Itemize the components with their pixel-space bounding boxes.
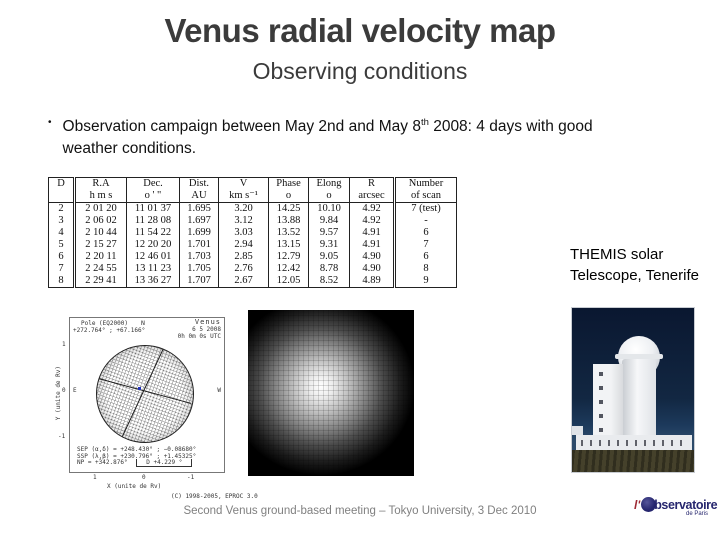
column-header: h m s [75, 190, 127, 203]
eproc-copyright: (C) 1998-2005, EPROC 3.0 [171, 493, 258, 500]
bullet-text-part1: Observation campaign between May 2nd and May 8 [62, 118, 421, 136]
np-annotation [77, 460, 196, 467]
table-cell: 4.89 [350, 275, 395, 288]
table-row [49, 263, 457, 275]
table-cell: 13.52 [269, 227, 309, 239]
column-header: Dist. [180, 178, 219, 191]
building-windows [599, 372, 603, 440]
base-building-windows [581, 440, 687, 446]
scale-d: D [146, 459, 150, 466]
themis-telescope-photo [571, 307, 695, 473]
table-cell: 2.67 [219, 275, 269, 288]
x-axis-label: X (unite de Rv) [107, 483, 162, 490]
themis-caption-line2: Telescope, Tenerife [570, 266, 699, 284]
angular-diameter-scalebar [136, 459, 192, 467]
table-cell: 8.52 [309, 275, 350, 288]
column-header: o [309, 190, 350, 203]
y-tick-1: 1 [62, 341, 66, 348]
table-cell: 11 28 08 [127, 215, 180, 227]
table-cell: 2 01 20 [75, 203, 127, 216]
table-cell: 9.05 [309, 251, 350, 263]
column-header: V [219, 178, 269, 191]
column-header: of scan [395, 190, 457, 203]
themis-caption [570, 245, 699, 286]
table-cell: 13.15 [269, 239, 309, 251]
table-cell: 2.76 [219, 263, 269, 275]
table-cell: 6 [395, 251, 457, 263]
table-cell: 1.703 [180, 251, 219, 263]
table-cell: 2 20 11 [75, 251, 127, 263]
table-cell: 14.25 [269, 203, 309, 216]
table-cell: 13.88 [269, 215, 309, 227]
table-cell: 8 [395, 263, 457, 275]
table-cell: 7 (test) [395, 203, 457, 216]
np-value: NP = +342.876° [77, 459, 128, 466]
table-cell: 2 15 27 [75, 239, 127, 251]
observing-table [48, 177, 457, 288]
column-header: Phase [269, 178, 309, 191]
y-tick-0: 0 [62, 387, 66, 394]
logo-subtitle: de Paris [685, 511, 708, 517]
table-cell: 4.92 [350, 215, 395, 227]
table-cell: 9.57 [309, 227, 350, 239]
column-header: AU [180, 190, 219, 203]
slide-title: Venus radial velocity map [164, 12, 556, 49]
logo-prefix: l' [634, 497, 641, 512]
table-cell: 12 46 01 [127, 251, 180, 263]
table-row [49, 275, 457, 288]
y-axis-label: Y (unite de Rv) [55, 366, 62, 421]
table-cell: 1.707 [180, 275, 219, 288]
observation-date: 6 5 2008 [192, 326, 221, 333]
themis-caption-line1: THEMIS solar [570, 246, 664, 263]
bullet-item [48, 112, 648, 159]
pole-coords: +272.764° ; +67.166° [73, 327, 146, 334]
table-cell: 12.05 [269, 275, 309, 288]
slide-footer: Second Venus ground-based meeting – Tokyo University, 3 Dec 2010 [183, 505, 537, 517]
ephemeris-annotations [77, 447, 196, 467]
table-cell: 11 54 22 [127, 227, 180, 239]
column-header: arcsec [350, 190, 395, 203]
table-row [49, 239, 457, 251]
table-cell: 9 [395, 275, 457, 288]
central-meridian-line [120, 345, 168, 440]
table-cell: 5 [49, 239, 75, 251]
scale-value: +4.229 ° [153, 459, 183, 466]
bullet-superscript: th [420, 117, 429, 128]
column-header: R.A [75, 178, 127, 191]
table-cell: 8 [49, 275, 75, 288]
logo-name: bservatoire [654, 497, 718, 512]
west-label: W [217, 387, 221, 394]
table-cell: 2 29 41 [75, 275, 127, 288]
table-cell: 4.90 [350, 263, 395, 275]
north-label: N [141, 319, 145, 327]
table-cell: 2 24 55 [75, 263, 127, 275]
table-row [49, 203, 457, 216]
table-cell: 11 01 37 [127, 203, 180, 216]
table-cell: 4.90 [350, 251, 395, 263]
column-header: D [49, 178, 75, 191]
terrain [572, 450, 694, 472]
table-row [49, 227, 457, 239]
venus-intensity-image [248, 310, 414, 476]
table-cell: 12.42 [269, 263, 309, 275]
bullet-marker: • [48, 117, 52, 128]
ssp-annotation: SSP (λ,β) = +230.796° ; +1.45325° [77, 452, 197, 460]
table-cell: 13 36 27 [127, 275, 180, 288]
table-cell: 13 11 23 [127, 263, 180, 275]
table-row [49, 215, 457, 227]
ephemeris-diagram [55, 311, 258, 503]
table-row [49, 251, 457, 263]
column-header: o [269, 190, 309, 203]
table-cell: 1.699 [180, 227, 219, 239]
pole-label: Pole (EQ2000) [81, 320, 128, 327]
column-header: km s⁻¹ [219, 190, 269, 203]
table-cell: 4.92 [350, 203, 395, 216]
table-cell: 10.10 [309, 203, 350, 216]
planet-name: Venus [194, 318, 221, 326]
x-tick-1: 1 [93, 474, 97, 481]
distant-building [572, 426, 583, 435]
table-cell: 2.94 [219, 239, 269, 251]
equator-line [96, 377, 191, 404]
table-cell: 7 [49, 263, 75, 275]
table-cell: 1.705 [180, 263, 219, 275]
east-label: E [73, 387, 77, 394]
table-cell: 3.20 [219, 203, 269, 216]
table-cell: 3 [49, 215, 75, 227]
table-cell: 1.701 [180, 239, 219, 251]
table-cell: 8.78 [309, 263, 350, 275]
column-header [49, 190, 75, 203]
observatoire-de-paris-logo [634, 496, 716, 517]
sub-earth-point-marker [138, 387, 141, 390]
planet-info-block [178, 319, 221, 340]
venus-disk-grid [96, 345, 194, 443]
observation-time: 0h 0m 0s UTC [177, 333, 221, 340]
table-cell: 4.91 [350, 239, 395, 251]
table-cell: 6 [395, 227, 457, 239]
x-tick-0: 0 [142, 474, 146, 481]
table-cell: 1.695 [180, 203, 219, 216]
table-cell: 2 06 02 [75, 215, 127, 227]
sep-annotation: SEP (α,δ) = +248.430° ; −0.08680° [77, 446, 197, 453]
table-cell: 2 [49, 203, 75, 216]
table-cell: 2.85 [219, 251, 269, 263]
x-tick-minus1: -1 [187, 474, 195, 481]
table-cell: 12.79 [269, 251, 309, 263]
telescope-tower [622, 359, 656, 447]
slide-subtitle: Observing conditions [252, 58, 468, 84]
column-header: Number [395, 178, 457, 191]
table-cell: 6 [49, 251, 75, 263]
table-cell: 7 [395, 239, 457, 251]
table-cell: 3.03 [219, 227, 269, 239]
table-cell: - [395, 215, 457, 227]
bullet-text-part2: 2008: 4 days with good weather conditions. [62, 118, 593, 157]
y-tick-minus1: -1 [58, 433, 66, 440]
column-header: R [350, 178, 395, 191]
table-cell: 2 10 44 [75, 227, 127, 239]
bullet-text [63, 112, 648, 159]
column-header: Elong [309, 178, 350, 191]
column-header: o ' " [127, 190, 180, 203]
table-cell: 9.31 [309, 239, 350, 251]
table-cell: 9.84 [309, 215, 350, 227]
column-header: Dec. [127, 178, 180, 191]
table-cell: 4.91 [350, 227, 395, 239]
table-cell: 3.12 [219, 215, 269, 227]
table-cell: 4 [49, 227, 75, 239]
table-cell: 1.697 [180, 215, 219, 227]
table-cell: 12 20 20 [127, 239, 180, 251]
